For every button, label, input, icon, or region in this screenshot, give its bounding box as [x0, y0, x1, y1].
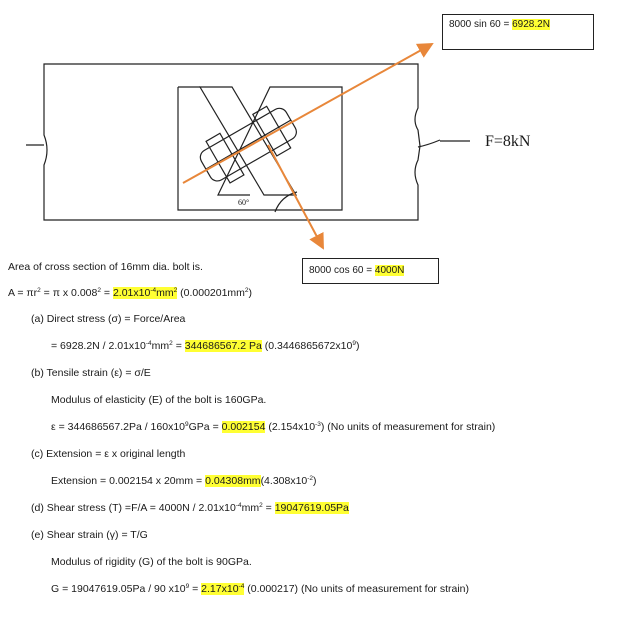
shear-strain-equation [51, 582, 469, 596]
force-label: F=8kN [485, 133, 531, 150]
area-result-part: mm [156, 287, 174, 299]
superscript: -2 [307, 475, 314, 482]
superscript: 9 [185, 421, 189, 428]
tensile-strain-title: (b) Tensile strain (ε) = σ/E [31, 367, 151, 379]
tensile-strain-result: 0.002154 [221, 421, 266, 433]
shear-strain-result-part: 2.17x10 [201, 583, 239, 595]
area-eq-part: = [100, 287, 113, 299]
angle-label: 60° [238, 198, 250, 207]
joint-plates [26, 64, 470, 220]
eq-part: ) [355, 340, 360, 352]
superscript: 2 [169, 340, 173, 347]
callout-cosine-prefix: 8000 cos 60 = [309, 265, 375, 276]
area-result-part: 2.01x10 [112, 287, 151, 299]
shear-stress-equation [31, 501, 349, 515]
area-equation [8, 286, 252, 300]
shear-strain-title: (e) Shear strain (γ) = T/G [31, 529, 148, 541]
superscript: 2 [259, 502, 263, 509]
callout-cosine-component [302, 258, 439, 284]
direct-stress-title: (a) Direct stress (σ) = Force/Area [31, 313, 186, 325]
superscript: -4 [145, 340, 152, 347]
callout-sine-prefix: 8000 sin 60 = [449, 19, 513, 30]
eq-part: mm [241, 502, 260, 514]
area-eq-part: (0.000201mm [177, 287, 245, 299]
superscript: 2 [97, 287, 101, 294]
shear-stress-result: 19047619.05Pa [274, 502, 349, 514]
eq-part: ) [313, 475, 317, 487]
shear-strain-result [201, 583, 244, 595]
eq-part: (0.000217) (No units of measurement for strain) [244, 583, 470, 595]
callout-sine-component [442, 14, 594, 50]
eq-part: (4.308x10 [260, 475, 308, 487]
superscript: 2 [37, 287, 41, 294]
superscript: -4 [238, 583, 245, 590]
eq-part: ε = 344686567.2Pa / 160x10 [51, 421, 186, 433]
superscript: -4 [235, 502, 242, 509]
superscript: -3 [315, 421, 321, 428]
eq-part: = [172, 340, 185, 352]
eq-part: mm [151, 340, 170, 352]
superscript: 9 [352, 340, 356, 347]
bolt [194, 87, 303, 212]
eq-part: GPa = [188, 421, 222, 433]
superscript: 2 [173, 287, 178, 294]
area-eq-part: = π x 0.008 [40, 287, 98, 299]
callout-cosine-value: 4000N [374, 265, 405, 276]
eq-part: = [262, 502, 275, 514]
eq-part: = [189, 583, 202, 595]
cosine-component-arrow [268, 145, 323, 248]
tensile-strain-equation [51, 420, 495, 434]
area-eq-part: ) [248, 287, 253, 299]
modulus-elasticity: Modulus of elasticity (E) of the bolt is 160GPa. [51, 394, 267, 406]
sine-component-arrow [183, 44, 432, 183]
extension-result: 0.04308mm [205, 475, 261, 487]
area-eq-part: A = πr [8, 287, 38, 299]
area-heading: Area of cross section of 16mm dia. bolt is. [8, 261, 203, 273]
eq-part: ) (No units of measurement for strain) [320, 421, 496, 433]
eq-part: (d) Shear stress (T) =F/A = 4000N / 2.01x10 [31, 502, 236, 514]
direct-stress-equation [51, 339, 359, 353]
eq-part: (0.3446865672x10 [261, 340, 353, 352]
eq-part: Extension = 0.002154 x 20mm = [51, 475, 206, 487]
extension-title: (c) Extension = ε x original length [31, 448, 186, 460]
eq-part: G = 19047619.05Pa / 90 x10 [51, 583, 186, 595]
eq-part: (2.154x10 [265, 421, 316, 433]
modulus-rigidity: Modulus of rigidity (G) of the bolt is 90GPa. [51, 556, 252, 568]
eq-part: = 6928.2N / 2.01x10 [51, 340, 146, 352]
extension-equation [51, 474, 317, 488]
direct-stress-result: 344686567.2 Pa [184, 340, 262, 352]
superscript: 9 [185, 583, 190, 590]
area-result [113, 287, 177, 299]
callout-sine-value: 6928.2N [512, 19, 550, 30]
superscript: 2 [244, 287, 249, 294]
superscript: -4 [150, 287, 157, 294]
